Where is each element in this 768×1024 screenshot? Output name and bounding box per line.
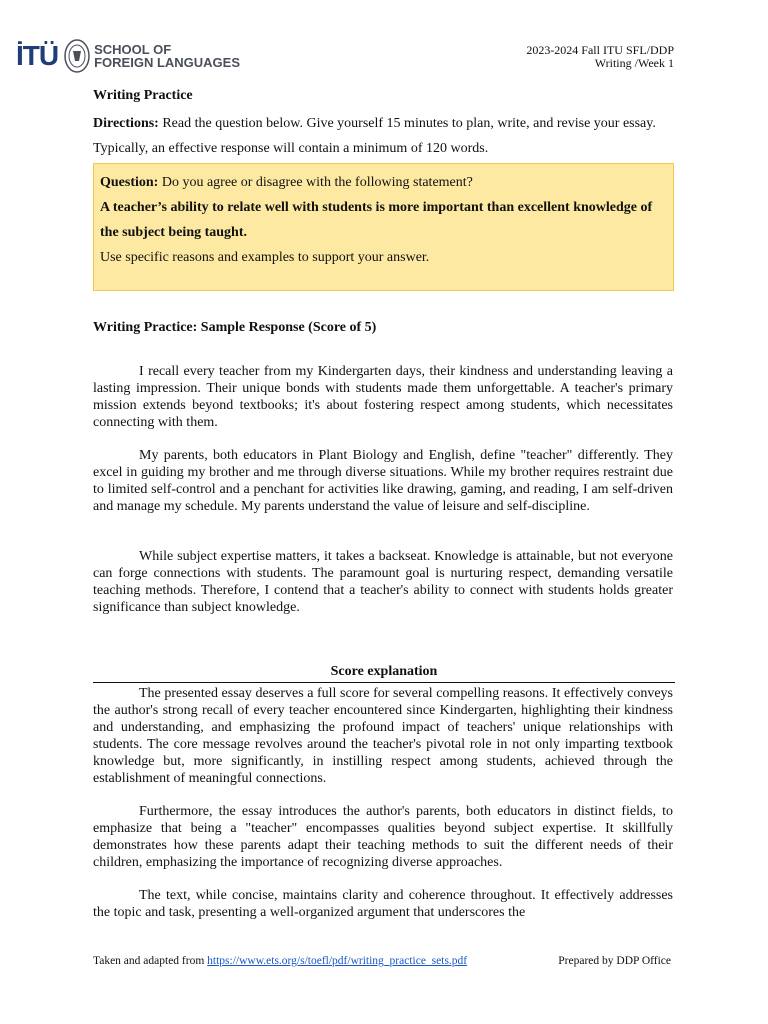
question-label: Question: [100,175,159,190]
header-meta [526,44,674,70]
page-title: Writing Practice [93,88,193,103]
score-explanation-heading: Score explanation [93,664,675,683]
sample-paragraph-2: My parents, both educators in Plant Biology and English, define "teacher" differently. They excel in guiding my brother and me through diverse situations. While my brother requires restraint due to limited self-control and a penchant for activities like drawing, gaming, and reading, I am self-driven and manage my schedule. My parents understand the value of leisure and self-discipline. [93,448,673,514]
itu-logo-mark: İTÜ [16,40,59,71]
question-line [100,170,673,195]
directions-text: Read the question below. Give yourself 15 minutes to plan, write, and revise your essay. Typically, an effective response will contain a minimum of 120 words. [93,116,656,156]
source-credit [93,955,467,967]
sample-response-heading: Writing Practice: Sample Response (Score of 5) [93,320,377,335]
question-instruction: Use specific reasons and examples to support your answer. [100,250,430,265]
school-name-line1: SCHOOL OF [94,42,172,57]
question-box [93,163,674,291]
directions [93,111,676,161]
term-label: 2023-2024 Fall ITU SFL/DDP [526,43,674,57]
school-logo [16,36,240,76]
sample-paragraph-1: I recall every teacher from my Kindergarten days, their kindness and understanding leaving a lasting impression. Their unique bonds with students made them unforgettable. A teacher's primary mission extends beyond textbooks; it's about fostering respect among students, which necessitates connecting with them. [93,364,673,430]
source-prefix: Taken and adapted from [93,955,208,967]
score-paragraph-3: The text, while concise, maintains clarity and coherence throughout. It effectively addresses the topic and task, presenting a well-organized argument that underscores the [93,888,673,920]
sample-paragraph-3: While subject expertise matters, it takes a backseat. Knowledge is attainable, but not everyone can forge connections with students. The paramount goal is nurturing respect, demanding versatile teaching methods. Therefore, I contend that a teacher's ability to connect with students holds greater significance than subject knowledge. [93,549,673,615]
directions-label: Directions: [93,116,159,131]
week-label: Writing /Week 1 [594,56,674,70]
score-paragraph-1: The presented essay deserves a full score for several compelling reasons. It effectively conveys the author's strong recall of every teacher encountered since Kindergarten, highlighting their kindness and understanding, and emphasizing the profound impact of teachers' unique relationships with students. The core message revolves around the teacher's pivotal role in not only imparting textbook knowledge but, more significantly, in instilling respect among students, achieved through the establishment of meaningful connections. [93,686,673,786]
school-name-line2: FOREIGN LANGUAGES [94,55,241,70]
prepared-by: Prepared by DDP Office [558,955,671,967]
question-prompt: Do you agree or disagree with the following statement? [158,175,473,190]
question-statement: A teacher’s ability to relate well with students is more important than excellent knowledge of the subject being taught. [100,200,653,240]
source-link[interactable]: https://www.ets.org/s/toefl/pdf/writing_practice_sets.pdf [207,955,468,967]
school-name [94,43,240,69]
university-seal-icon [64,39,90,73]
score-paragraph-2: Furthermore, the essay introduces the author's parents, both educators in distinct fields, to emphasize that being a "teacher" encompasses qualities beyond subject expertise. It skillfully demonstrates how these parents adapt their teaching methods to suit the different needs of their children, emphasizing the importance of recognizing diverse approaches. [93,804,673,870]
